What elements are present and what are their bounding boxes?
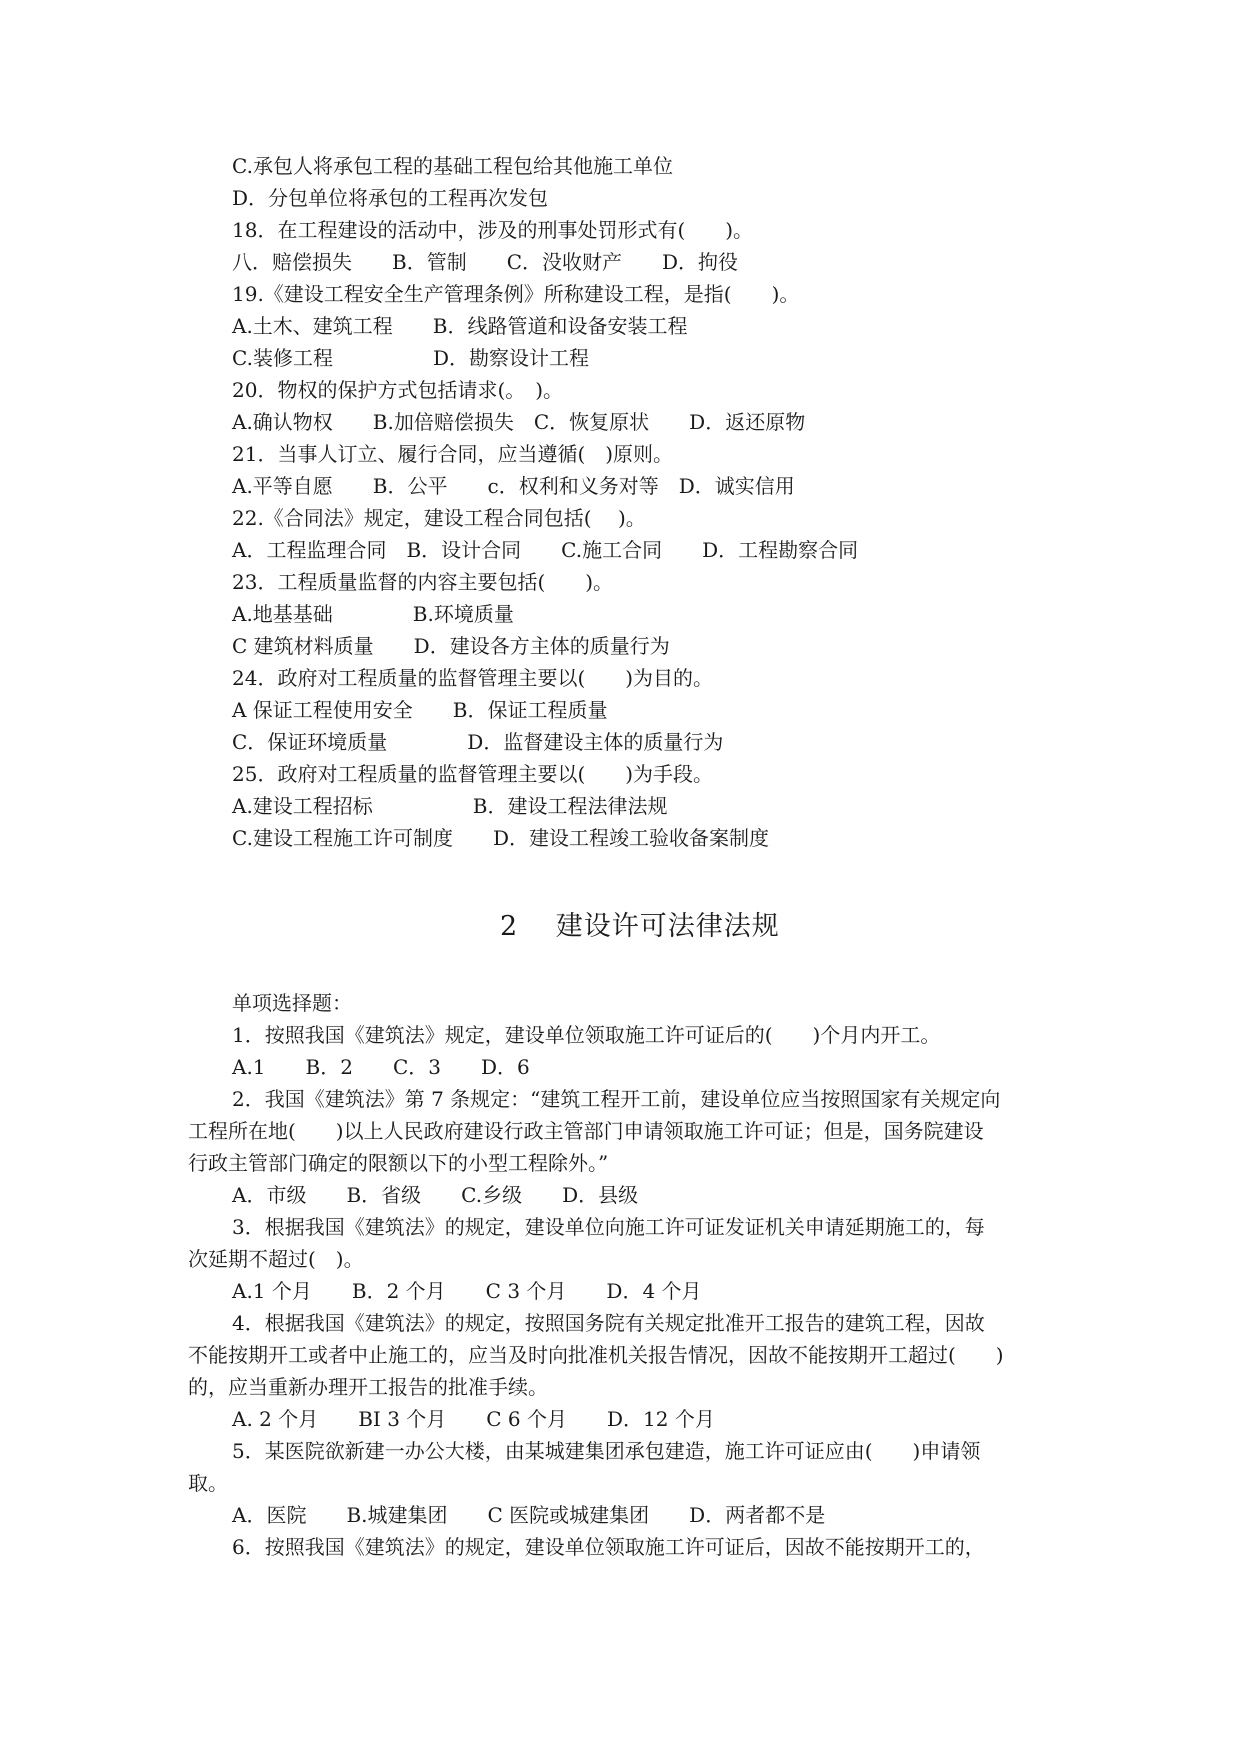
text-line: 19.《建设工程安全生产管理条例》所称建设工程，是指( )。 — [232, 282, 800, 306]
text-line: A.1 B．2 C．3 D．6 — [232, 1055, 530, 1079]
text-line: 八．赔偿损失 B．管制 C．没收财产 D．拘役 — [232, 250, 739, 274]
text-line: A.建设工程招标 B．建设工程法律法规 — [232, 794, 668, 818]
text-line: C.建设工程施工许可制度 D．建设工程竣工验收备案制度 — [232, 826, 769, 850]
text-line: 2．我国《建筑法》第 7 条规定：“建筑工程开工前，建设单位应当按照国家有关规定向 — [232, 1087, 1001, 1111]
text-line: A. 2 个月 BI 3 个月 C 6 个月 D．12 个月 — [232, 1407, 715, 1431]
text-line: 4．根据我国《建筑法》的规定，按照国务院有关规定批准开工报告的建筑工程，因故 — [232, 1311, 985, 1335]
text-line: C．保证环境质量 D．监督建设主体的质量行为 — [232, 730, 724, 754]
text-line: C.承包人将承包工程的基础工程包给其他施工单位 — [232, 154, 673, 178]
text-line: 的，应当重新办理开工报告的批准手续。 — [188, 1375, 548, 1399]
text-line: A.平等自愿 B．公平 c．权利和义务对等 D．诚实信用 — [232, 474, 795, 498]
text-line: 不能按期开工或者中止施工的，应当及时向批准机关报告情况，因故不能按期开工超过( ) — [188, 1343, 1004, 1367]
text-line: A．市级 B．省级 C.乡级 D．县级 — [232, 1183, 639, 1207]
text-line: 3．根据我国《建筑法》的规定，建设单位向施工许可证发证机关申请延期施工的，每 — [232, 1215, 985, 1239]
text-line: 23．工程质量监督的内容主要包括( )。 — [232, 570, 614, 594]
text-line: A.确认物权 B.加倍赔偿损失 C．恢复原状 D．返还原物 — [232, 410, 806, 434]
text-line: D．分包单位将承包的工程再次发包 — [232, 186, 549, 210]
text-line: 18．在工程建设的活动中，涉及的刑事处罚形式有( )。 — [232, 218, 754, 242]
text-line: 21．当事人订立、履行合同，应当遵循( )原则。 — [232, 442, 674, 466]
text-line: 24．政府对工程质量的监督管理主要以( )为目的。 — [232, 666, 714, 690]
text-line: 行政主管部门确定的限额以下的小型工程除外。” — [188, 1151, 609, 1175]
text-line: A．医院 B.城建集团 C 医院或城建集团 D．两者都不是 — [232, 1503, 826, 1527]
text-line: A.1 个月 B．2 个月 C 3 个月 D．4 个月 — [232, 1279, 702, 1303]
chapter-heading — [500, 905, 780, 949]
text-line: 工程所在地( )以上人民政府建设行政主管部门申请领取施工许可证；但是，国务院建设 — [188, 1119, 984, 1143]
text-line: 次延期不超过( )。 — [188, 1247, 364, 1271]
section-label: 单项选择题： — [232, 991, 352, 1015]
text-line: A．工程监理合同 B．设计合同 C.施工合同 D．工程勘察合同 — [232, 538, 859, 562]
text-line: 25．政府对工程质量的监督管理主要以( )为手段。 — [232, 762, 714, 786]
text-line: A.土木、建筑工程 B．线路管道和设备安装工程 — [232, 314, 688, 338]
text-line: 1．按照我国《建筑法》规定，建设单位领取施工许可证后的( )个月内开工。 — [232, 1023, 941, 1047]
text-line: A.地基基础 B.环境质量 — [232, 602, 514, 626]
text-line: 22.《合同法》规定，建设工程合同包括( )。 — [232, 506, 646, 530]
text-line: 6．按照我国《建筑法》的规定，建设单位领取施工许可证后，因故不能按期开工的， — [232, 1535, 985, 1559]
chapter-number: 2 — [500, 911, 519, 942]
text-line: C 建筑材料质量 D．建设各方主体的质量行为 — [232, 634, 670, 658]
chapter-title: 建设许可法律法规 — [555, 911, 780, 942]
text-line: C.装修工程 D．勘察设计工程 — [232, 346, 589, 370]
text-line: 20．物权的保护方式包括请求(。 )。 — [232, 378, 564, 402]
text-line: 取。 — [188, 1471, 228, 1495]
text-line: A 保证工程使用安全 B．保证工程质量 — [232, 698, 608, 722]
text-line: 5．某医院欲新建一办公大楼，由某城建集团承包建造，施工许可证应由( )申请领 — [232, 1439, 981, 1463]
